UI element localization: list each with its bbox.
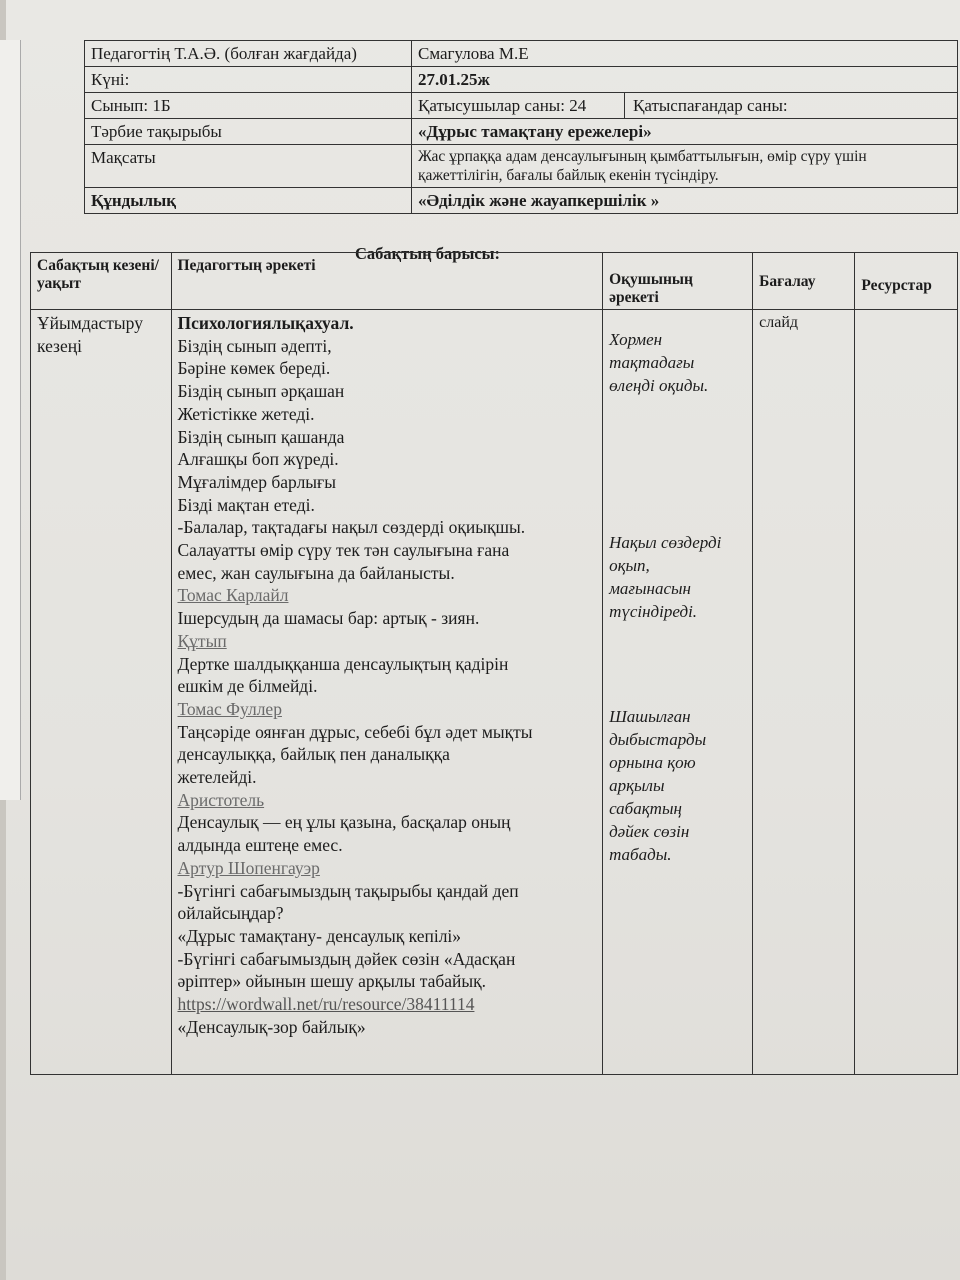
quote-text: Ішерсудың да шамасы бар: артық - зиян. xyxy=(177,608,480,629)
col-resources-header: Ресурстар xyxy=(855,253,958,310)
student-action-line: оқып, xyxy=(609,556,650,575)
value-row xyxy=(85,188,958,214)
quote-author: Құтып xyxy=(177,630,227,651)
stage-cell: Ұйымдастыру кезеңі xyxy=(31,310,172,1075)
assessment-cell: слайд xyxy=(753,310,855,1075)
resources-cell xyxy=(855,310,958,1075)
activity-heading: Психологиялықахуал. xyxy=(177,313,354,333)
closing-line: «Дұрыс тамақтану- денсаулық кепілі» xyxy=(177,925,462,946)
student-action-line: дәйек сөзін xyxy=(609,822,690,841)
present-count: Қатысушылар саны: 24 xyxy=(418,93,625,118)
closing-line: -Бүгінгі сабағымыздың дәйек сөзін «Адасқан xyxy=(177,948,516,969)
closing-line: -Бүгінгі сабағымыздың тақырыбы қандай деп xyxy=(177,880,519,901)
lesson-progress-table xyxy=(30,252,958,1075)
student-action-line: сабақтың xyxy=(609,799,682,818)
topic-row xyxy=(85,119,958,145)
poem-line: Алғашқы боп жүреді. xyxy=(177,449,339,470)
topic-value: «Дұрыс тамақтану ережелері» xyxy=(412,119,958,145)
student-action xyxy=(609,328,746,397)
student-action-line: табады. xyxy=(609,845,672,864)
quote-author: Аристотель xyxy=(177,789,265,810)
quote-text: Таңсәріде оянған дұрыс, себебі бұл әдет мықты xyxy=(177,721,533,742)
student-action-line: өлеңді оқиды. xyxy=(609,376,709,395)
quote-text: жетелейді. xyxy=(177,767,257,788)
teacher-activity-cell xyxy=(171,310,603,1075)
poem-line: Жетістікке жетеді. xyxy=(177,403,315,424)
closing-line: әріптер» ойынын шешу арқылы табайық. xyxy=(177,971,487,992)
student-action xyxy=(609,531,746,623)
instruction-line: емес, жан саулығына да байланысты. xyxy=(177,562,455,583)
student-action-line: Нақыл сөздерді xyxy=(609,533,722,552)
student-action-line: орнына қою xyxy=(609,753,696,772)
goal-row xyxy=(85,145,958,188)
student-action-line: түсіндіреді. xyxy=(609,602,698,621)
instruction-line: Салауатты өмір сүру тек тән саулығына ғана xyxy=(177,540,510,561)
poem-line: Біздің сынып әрқашан xyxy=(177,381,345,402)
student-action-line: тақтадағы xyxy=(609,353,695,372)
quote-text: Дертке шалдыққанша денсаулықтың қадірін xyxy=(177,653,509,674)
student-action-line: Хормен xyxy=(609,330,663,349)
date-value: 27.01.25ж xyxy=(412,67,958,93)
goal-label: Мақсаты xyxy=(85,145,412,188)
lesson-progress-title: Сабақтың барысы: xyxy=(355,244,501,263)
col-teacher-header: Педагогтың әрекеті xyxy=(171,253,603,310)
quote-text: ешкім де білмейді. xyxy=(177,676,318,697)
quote-text: Денсаулық — ең ұлы қазына, басқалар оның xyxy=(177,812,511,833)
teacher-value: Смагулова М.Е xyxy=(412,41,958,67)
student-action xyxy=(609,705,746,866)
lesson-info-table xyxy=(84,40,958,214)
final-line: «Денсаулық-зор байлық» xyxy=(177,1016,366,1037)
poem-line: Мұғалімдер барлығы xyxy=(177,471,336,492)
student-action-line: мағынасын xyxy=(609,579,691,598)
student-action-line: Шашылған xyxy=(609,707,691,726)
class-row xyxy=(85,93,958,119)
absent-count: Қатыспағандар саны: xyxy=(633,96,788,115)
wordwall-link[interactable]: https://wordwall.net/ru/resource/38411114 xyxy=(177,994,475,1015)
quote-author: Артур Шопенгауэр xyxy=(177,857,320,878)
instruction-line: -Балалар, тақтадағы нақыл сөздерді оқиықшы. xyxy=(177,517,526,538)
closing-line: ойлайсыңдар? xyxy=(177,903,284,924)
poem-line: Біздің сынып қашанда xyxy=(177,426,345,447)
col-stage-header: Сабақтың кезені/ уақыт xyxy=(31,253,172,310)
poem-line: Біздің сынып әдепті, xyxy=(177,335,332,356)
student-action-line: дыбыстарды xyxy=(609,730,707,749)
lesson-row xyxy=(31,310,958,1075)
poem-line: Бәріне көмек береді. xyxy=(177,358,331,379)
class-label: Сынып: 1Б xyxy=(85,93,412,119)
student-activity-cell xyxy=(603,310,753,1075)
column-headers xyxy=(31,253,958,310)
quote-text: алдында ештеңе емес. xyxy=(177,835,343,856)
col-assessment-header: Бағалау xyxy=(753,253,855,310)
quote-author: Томас Фуллер xyxy=(177,698,282,719)
teacher-row xyxy=(85,41,958,67)
value-value: «Әділдік және жауапкершілік » xyxy=(412,188,958,214)
goal-value: Жас ұрпаққа адам денсаулығының қымбаттылығын, өмір сүру үшін қажеттілігін, бағалы байлық екенін түсіндіру. xyxy=(412,145,958,188)
date-row xyxy=(85,67,958,93)
underlying-page-edge xyxy=(0,40,21,800)
quote-author: Томас Карлайл xyxy=(177,585,289,606)
col-student-header: Оқушының әрекеті xyxy=(603,253,753,310)
student-action-line: арқылы xyxy=(609,776,665,795)
teacher-label: Педагогтің Т.А.Ә. (болған жағдайда) xyxy=(85,41,412,67)
poem-line: Бізді мақтан етеді. xyxy=(177,494,315,515)
quote-text: денсаулыққа, байлық пен даналыққа xyxy=(177,744,450,765)
date-label: Күні: xyxy=(85,67,412,93)
topic-label: Тәрбие тақырыбы xyxy=(85,119,412,145)
value-label: Құндылық xyxy=(85,188,412,214)
attendance-cell xyxy=(412,93,958,119)
